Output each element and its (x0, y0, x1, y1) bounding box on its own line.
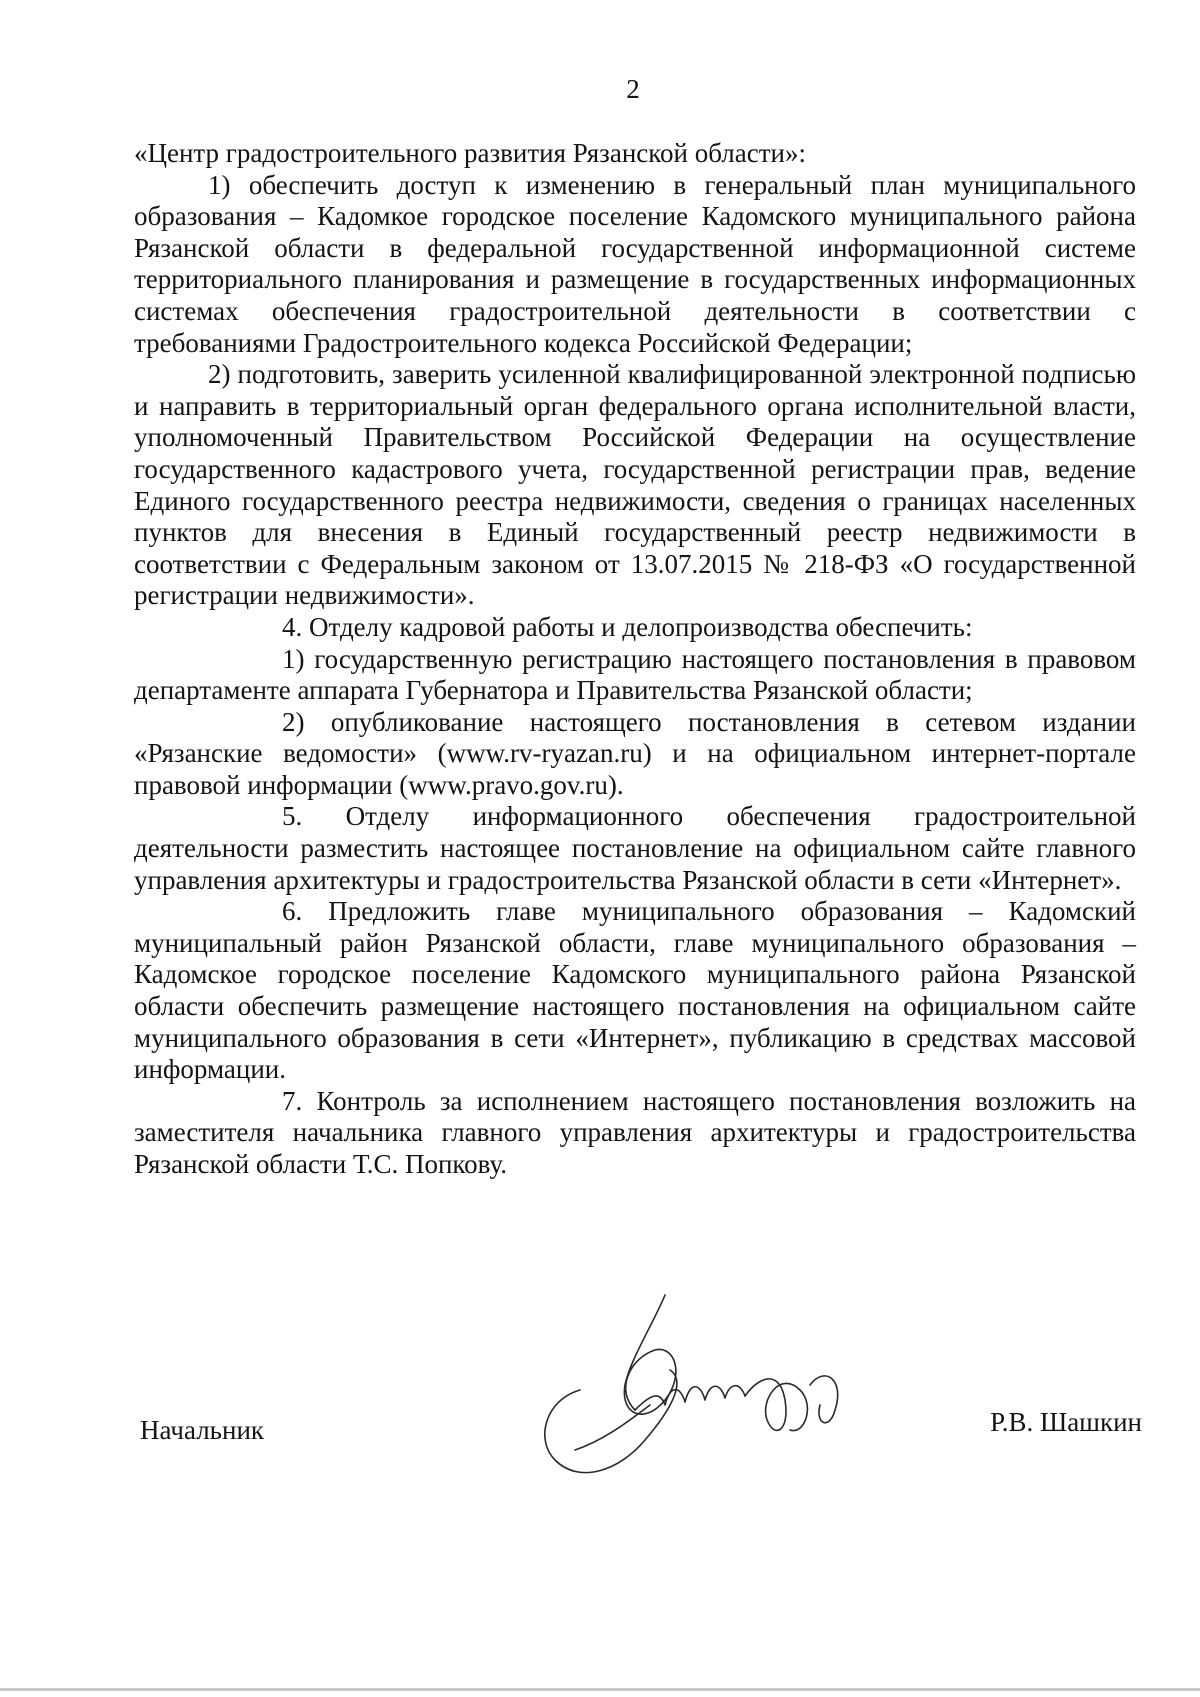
item-number: 5. (282, 801, 303, 832)
paragraph-text: Контроль за исполнением настоящего постановления возложить на заместителя начальника главного управления архитектуры и градостроительства Рязанской области Т.С. Попкову. (134, 1085, 1137, 1179)
item-number: 6. (282, 896, 303, 927)
paragraph-item-5 (134, 801, 1136, 896)
paragraph-continuation: «Центр градостроительного развития Рязанской области»: (134, 138, 806, 168)
paragraph-item-6 (134, 896, 1136, 1086)
item-number: 4. (282, 611, 303, 642)
paragraph-text: Отделу кадровой работы и делопроизводства обеспечить: (309, 611, 973, 642)
item-number: 1) (282, 643, 305, 674)
item-number: 7. (282, 1085, 303, 1116)
paragraph-item-4-2 (134, 707, 1136, 802)
paragraph-text: Отделу информационного обеспечения градостроительной деятельности разместить настоящее постановление на официальном сайте главного управления архитектуры и градостроительства Рязанской области в сети «Интернет». (134, 801, 1136, 895)
signature-block (134, 1390, 1142, 1445)
paragraph-item-4-1 (134, 644, 1136, 707)
paragraph-item-3-1: 1) обеспечить доступ к изменению в генеральный план муниципального образования – Кадомкое городское поселение Кадомского муниципального района Рязанской области в федеральной государственной информационной системе территориального планирования и размещение в государственных информационных системах обеспечения градостроительной деятельности в соответствии с требованиями Градостроительного кодекса Российской Федерации; (134, 169, 1136, 358)
paragraph-item-3-2: 2) подготовить, заверить усиленной квалифицированной электронной подписью и направить в территориальный орган федерального органа исполнительной власти, уполномоченный Правительством Российской Федерации на осуществление государственного кадастрового учета, государственной регистрации прав, ведение Единого государственного реестра недвижимости, сведения о границах населенных пунктов для внесения в Единый государственный реестр недвижимости в соответствии с Федеральным законом от 13.07.2015 № 218-ФЗ «О государственной регистрации недвижимости». (134, 359, 1136, 611)
signer-title: Начальник (140, 1415, 265, 1445)
item-number: 2) (282, 706, 305, 737)
paragraph-item-7 (134, 1086, 1136, 1181)
document-body (134, 138, 1136, 1181)
scan-edge-divider (0, 1688, 1200, 1691)
page-number: 2 (626, 74, 640, 104)
signer-name: Р.В. Шашкин (990, 1407, 1142, 1437)
paragraph-text: государственную регистрацию настоящего постановления в правовом департаменте аппарата Губернатора и Правительства Рязанской области; (134, 643, 1137, 706)
paragraph-text: опубликование настоящего постановления в сетевом издании «Рязанские ведомости» (www.rv-ryazan.ru) и на официальном интернет-портале правовой информации (www.pravo.gov.ru). (134, 706, 1136, 800)
paragraph-item-4 (134, 612, 1136, 644)
paragraph-text: Предложить главе муниципального образования – Кадомский муниципальный район Рязанской области, главе муниципального образования – Кадомское городское поселение Кадомского муниципального района Рязанской области обеспечить размещение настоящего постановления на официальном сайте муниципального образования в сети «Интернет», публикацию в средствах массовой информации. (134, 896, 1136, 1085)
